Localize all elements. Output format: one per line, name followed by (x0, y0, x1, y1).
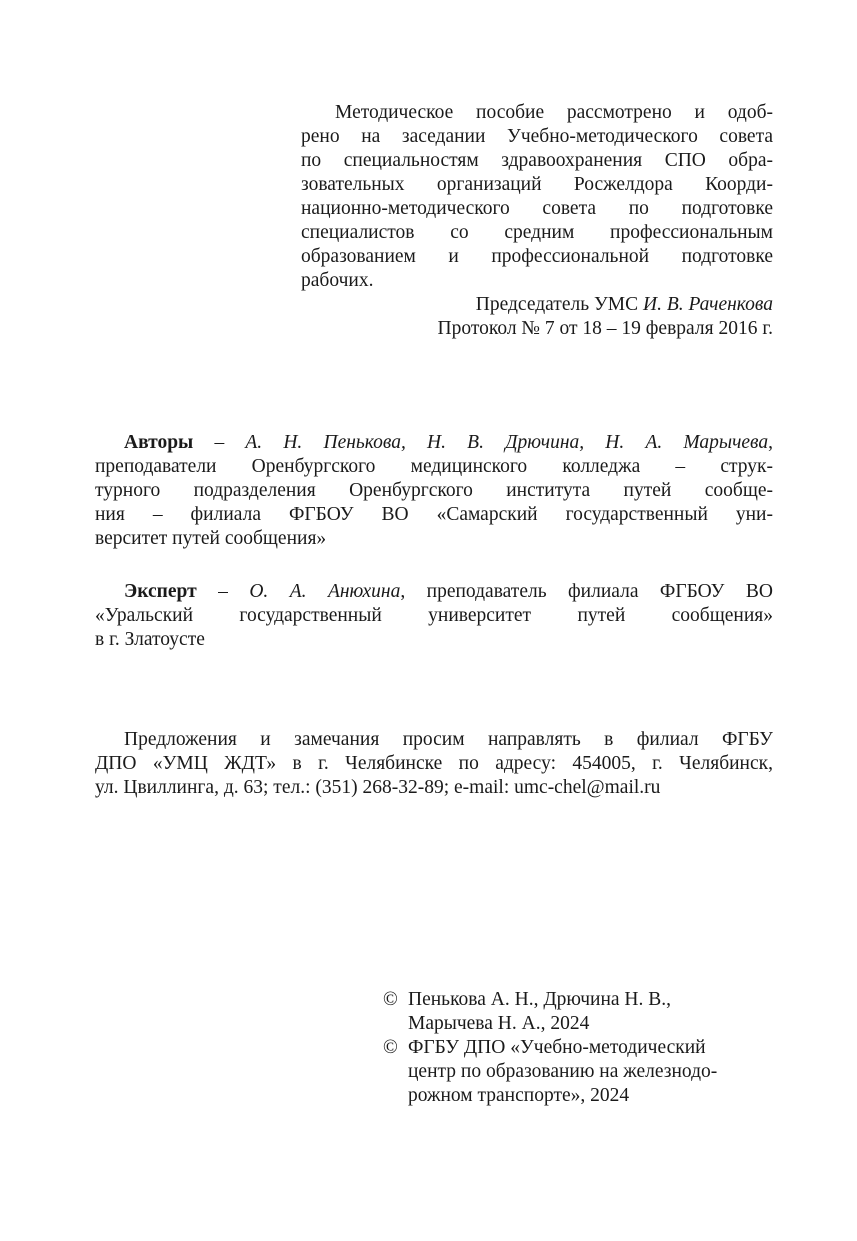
copyright-section (383, 988, 783, 1108)
approval-line: рено на заседании Учебно-методического совета (301, 126, 773, 147)
approval-line: образованием и профессиональной подготовке (301, 246, 773, 267)
expert-line: «Уральский государственный университет путей сообщения» (95, 605, 773, 626)
authors-names-suffix: , (768, 432, 773, 453)
approval-line: зовательных организаций Росжелдора Коорди- (301, 174, 773, 195)
copyright-text: ФГБУ ДПО «Учебно-методический (408, 1037, 706, 1058)
copyright-entry-publisher (383, 1036, 783, 1060)
authors-line: турного подразделения Оренбургского института путей сообще- (95, 480, 773, 501)
approval-line: рабочих. (301, 270, 374, 291)
authors-line: ния – филиала ФГБОУ ВО «Самарский государственный уни- (95, 504, 773, 525)
chairman-signature (301, 293, 773, 317)
copyright-icon: © (383, 1037, 398, 1058)
authors-label: Авторы (124, 432, 194, 453)
contact-section (95, 728, 773, 800)
expert-name: О. А. Анюхина (249, 581, 401, 602)
contact-line: Предложения и замечания просим направлять в филиал ФГБУ (124, 729, 773, 750)
authors-line: верситет путей сообщения» (95, 528, 327, 549)
expert-affiliation: , преподаватель филиала ФГБОУ ВО (400, 581, 773, 602)
copyright-text: центр по образованию на железнодо- (408, 1061, 718, 1082)
expert-section (95, 580, 773, 652)
authors-heading-line (117, 431, 773, 455)
approval-line: по специальностям здравоохранения СПО обра- (301, 150, 773, 171)
authors-line: преподаватели Оренбургского медицинского колледжа – струк- (95, 456, 773, 477)
approval-line: Методическое пособие рассмотрено и одоб- (335, 102, 773, 123)
copyright-icon: © (383, 989, 398, 1010)
contact-line: ул. Цвиллинга, д. 63; тел.: (351) 268-32-89; e-mail: umc-chel@mail.ru (95, 777, 661, 798)
authors-names: А. Н. Пенькова, Н. В. Дрючина, Н. А. Марычева (245, 432, 769, 453)
copyright-text: рожном транспорте», 2024 (408, 1085, 630, 1106)
authors-section (95, 431, 773, 551)
copyright-text: Марычева Н. А., 2024 (408, 1013, 590, 1034)
approval-notice (301, 101, 773, 341)
contact-line: ДПО «УМЦ ЖДТ» в г. Челябинске по адресу: 454005, г. Челябинск, (95, 753, 773, 774)
protocol-line: Протокол № 7 от 18 – 19 февраля 2016 г. (437, 318, 773, 339)
approval-line: национно-методического совета по подготовке (301, 198, 773, 219)
copyright-text: Пенькова А. Н., Дрючина Н. В., (408, 989, 671, 1010)
chairman-name: И. В. Раченкова (643, 294, 773, 315)
approval-line: специалистов со средним профессиональным (301, 222, 773, 243)
copyright-entry-authors (383, 988, 783, 1012)
expert-line: в г. Златоусте (95, 629, 205, 650)
authors-dash: – (193, 432, 246, 453)
expert-heading-line (95, 580, 773, 604)
chairman-label: Председатель УМС (475, 294, 639, 315)
expert-label: Эксперт (124, 581, 197, 602)
expert-dash: – (196, 581, 250, 602)
